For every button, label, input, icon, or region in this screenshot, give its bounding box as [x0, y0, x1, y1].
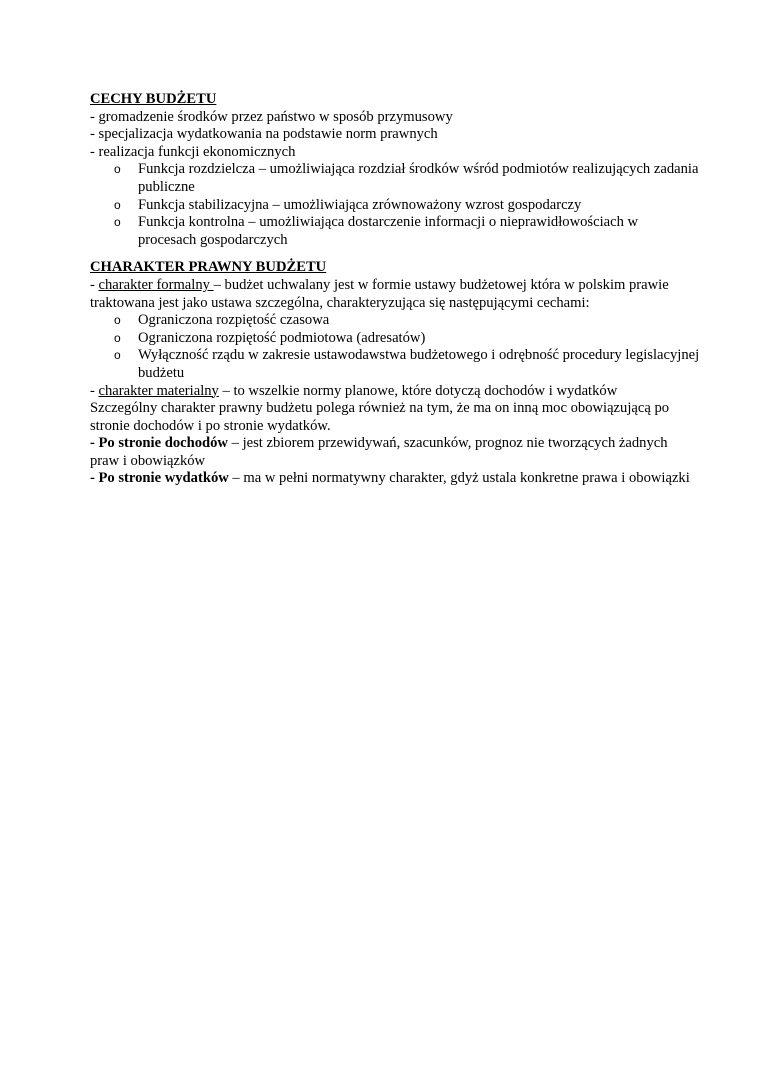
- formal-prefix: -: [90, 276, 99, 293]
- expense-term: - Po stronie wydatków: [90, 470, 229, 487]
- list-item-text: Funkcja rozdzielcza – umożliwiająca rozdział środków wśród podmiotów realizujących zadania publiczne: [138, 161, 699, 195]
- income-text: – jest zbiorem przewidywań, szacunków, prognoz nie tworzących żadnych praw i obowiązków: [90, 435, 668, 469]
- formal-paragraph: [90, 277, 700, 312]
- feature-line-1: - gromadzenie środków przez państwo w sposób przymusowy: [90, 108, 453, 125]
- income-term: - Po stronie dochodów: [90, 435, 228, 452]
- material-text: – to wszelkie normy planowe, które dotyczą dochodów i wydatków: [218, 382, 618, 399]
- material-paragraph: [90, 383, 700, 401]
- list-item: [90, 312, 700, 330]
- special-character-paragraph: Szczególny charakter prawny budżetu polega również na tym, że ma on inną moc obowiązującą po stronie dochodów i po stronie wydatków.: [90, 400, 670, 434]
- bullet-circle-icon: o: [114, 215, 121, 230]
- bullet-circle-icon: o: [114, 330, 121, 345]
- formal-features-list: [90, 312, 700, 382]
- bullet-circle-icon: o: [114, 197, 121, 212]
- list-item-text: Wyłączność rządu w zakresie ustawodawstwa budżetowego i odrębność procedury legislacyjnej budżetu: [138, 347, 700, 381]
- list-item-text: Funkcja stabilizacyjna – umożliwiająca zrównoważony wzrost gospodarczy: [138, 196, 582, 213]
- list-item: [90, 197, 700, 215]
- list-item: [90, 161, 700, 196]
- list-item-text: Ograniczona rozpiętość podmiotowa (adresatów): [138, 329, 426, 346]
- expense-text: – ma w pełni normatywny charakter, gdyż ustala konkretne prawa i obowiązki: [228, 470, 690, 487]
- feature-line-2: - specjalizacja wydatkowania na podstawie norm prawnych: [90, 126, 438, 143]
- list-item-text: Funkcja kontrolna – umożliwiająca dostarczenie informacji o nieprawidłowościach w procesach gospodarczych: [138, 214, 639, 248]
- list-item: [90, 214, 700, 249]
- list-item: [90, 347, 700, 382]
- income-paragraph: [90, 435, 700, 470]
- formal-term: charakter formalny: [98, 276, 214, 293]
- material-prefix: -: [90, 382, 99, 399]
- formal-text: – budżet uchwalany jest w formie ustawy budżetowej która w polskim prawie traktowana jest jako ustawa szczególna, charakteryzująca się następującymi cechami:: [90, 276, 669, 311]
- list-item-text: Ograniczona rozpiętość czasowa: [138, 312, 330, 329]
- feature-line-3: - realizacja funkcji ekonomicznych: [90, 143, 296, 160]
- material-term: charakter materialny: [98, 382, 219, 399]
- function-list: [90, 161, 700, 249]
- expense-paragraph: [90, 470, 700, 488]
- section-heading-cechy: CECHY BUDŻETU: [90, 91, 217, 107]
- section-heading-charakter: CHARAKTER PRAWNY BUDŻETU: [90, 259, 327, 276]
- bullet-circle-icon: o: [114, 162, 121, 177]
- bullet-circle-icon: o: [114, 348, 121, 363]
- list-item: [90, 330, 700, 348]
- bullet-circle-icon: o: [114, 313, 121, 328]
